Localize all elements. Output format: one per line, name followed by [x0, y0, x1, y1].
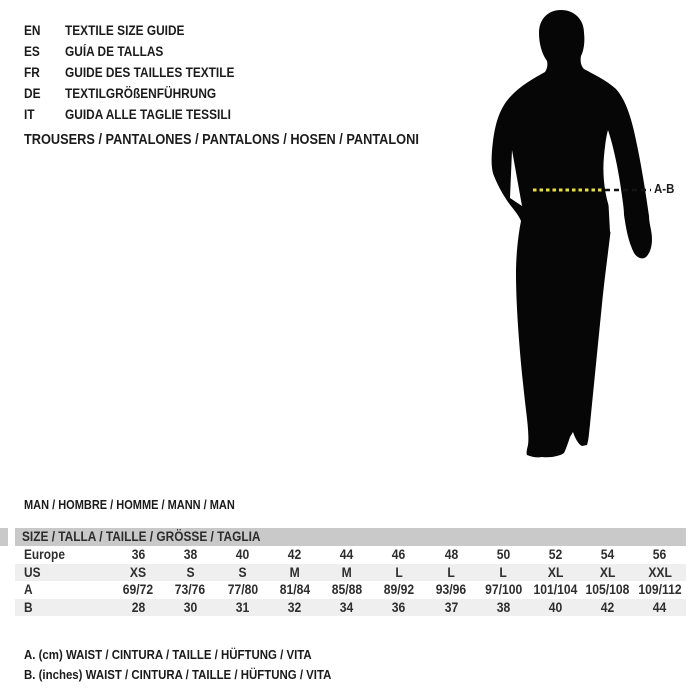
row-label: US [24, 564, 41, 580]
size-cell: 40 [235, 547, 250, 563]
size-cell: 46 [392, 547, 406, 563]
size-table-grid [15, 546, 686, 616]
table-header-bleed [0, 528, 8, 546]
waist-measure-label: A-B [654, 181, 675, 196]
size-cell: 37 [444, 600, 458, 616]
language-code: ES [24, 44, 40, 59]
category-title: TROUSERS / PANTALONES / PANTALONS / HOSEN / PANTALONI [24, 132, 419, 148]
size-cell: M [341, 564, 352, 580]
size-cell: 30 [183, 600, 198, 616]
size-cell: XS [129, 564, 147, 580]
size-cell: 97/100 [484, 582, 522, 598]
size-cell: M [289, 564, 300, 580]
size-cell: 28 [131, 600, 145, 616]
note-a-cm: A. (cm) WAIST / CINTURA / TAILLE / HÜFTUNG / VITA [24, 647, 312, 662]
size-cell: 48 [444, 547, 458, 563]
size-cell: 109/112 [638, 582, 682, 598]
measurement-notes [24, 645, 373, 685]
size-cell: 56 [653, 547, 667, 563]
size-cell: 93/96 [435, 582, 467, 598]
size-cell: 31 [235, 600, 250, 616]
size-cell: 101/104 [533, 582, 578, 598]
language-title: TEXTILGRÖßENFÜHRUNG [65, 86, 217, 101]
size-cell: L [395, 564, 403, 580]
language-title: GUIDE DES TAILLES TEXTILE [65, 65, 235, 80]
size-cell: 36 [131, 547, 145, 563]
size-cell: L [447, 564, 455, 580]
size-cell: S [186, 564, 195, 580]
size-cell: 42 [600, 600, 615, 616]
table-row-a-cm [15, 581, 686, 599]
size-cell: S [238, 564, 247, 580]
language-code: IT [24, 107, 35, 122]
size-cell: 105/108 [585, 582, 630, 598]
size-cell: 85/88 [331, 582, 362, 598]
language-code: FR [24, 65, 40, 80]
size-cell: 32 [287, 600, 302, 616]
size-cell: 54 [600, 547, 615, 563]
row-label: B [24, 600, 33, 616]
gender-title: MAN / HOMBRE / HOMME / MANN / MAN [24, 498, 235, 512]
language-title: GUÍA DE TALLAS [65, 44, 164, 59]
size-cell: 44 [340, 547, 354, 563]
size-cell: 34 [340, 600, 354, 616]
note-b-inches: B. (inches) WAIST / CINTURA / TAILLE / HÜFTUNG / VITA [24, 667, 332, 682]
size-cell: XXL [648, 564, 672, 580]
size-cell: 36 [392, 600, 406, 616]
size-cell: L [499, 564, 508, 580]
size-table-header: SIZE / TALLA / TAILLE / GRÖSSE / TAGLIA [15, 528, 686, 546]
size-cell: 81/84 [279, 582, 310, 598]
row-label: A [24, 582, 33, 598]
table-row-europe [15, 546, 686, 564]
size-cell: 73/76 [175, 582, 206, 598]
size-cell: 38 [496, 600, 511, 616]
size-cell: XL [547, 564, 564, 580]
language-code: EN [24, 23, 41, 38]
man-silhouette [492, 10, 652, 457]
size-cell: 69/72 [122, 582, 154, 598]
table-row-b-inches [15, 599, 686, 617]
size-cell: 40 [548, 600, 563, 616]
size-cell: 77/80 [227, 582, 258, 598]
language-code: DE [24, 86, 41, 101]
size-table [15, 528, 686, 616]
man-silhouette-figure [485, 8, 670, 458]
size-cell: XL [599, 564, 616, 580]
table-row-us [15, 564, 686, 582]
language-title: TEXTILE SIZE GUIDE [65, 23, 185, 38]
size-cell: 50 [496, 547, 511, 563]
size-cell: 44 [653, 600, 667, 616]
size-cell: 38 [183, 547, 198, 563]
row-label: Europe [24, 547, 65, 563]
language-title: GUIDA ALLE TAGLIE TESSILI [65, 107, 231, 122]
size-cell: 52 [548, 547, 563, 563]
size-cell: 42 [287, 547, 302, 563]
size-cell: 89/92 [383, 582, 415, 598]
